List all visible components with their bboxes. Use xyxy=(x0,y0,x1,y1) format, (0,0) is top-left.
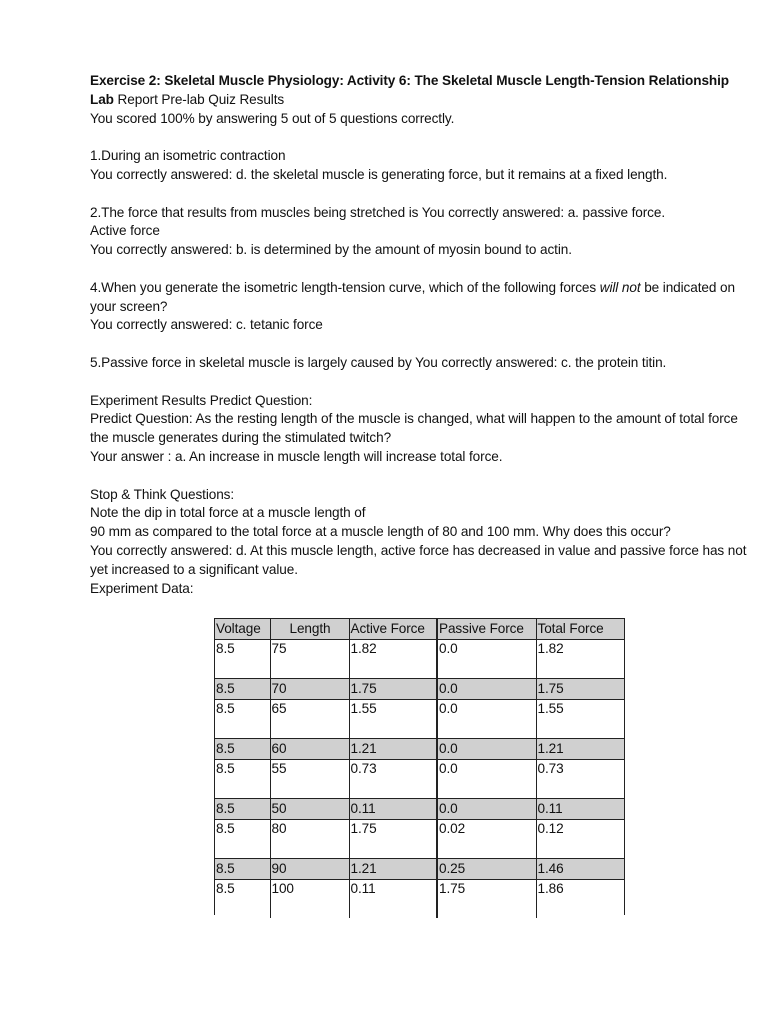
table-row xyxy=(215,880,624,919)
table-cell: 8.5 xyxy=(215,820,270,859)
table-cell: 100 xyxy=(270,880,349,919)
table-cell: 1.21 xyxy=(536,739,624,760)
lab-report-line xyxy=(90,91,755,110)
table-cell: 8.5 xyxy=(215,679,270,700)
score-line: You scored 100% by answering 5 out of 5 questions correctly. xyxy=(90,110,455,126)
table-cell: 0.12 xyxy=(536,820,624,859)
lab-report-text: Report Pre-lab Quiz Results xyxy=(113,91,285,107)
quiz-question-4-emphasis: will not xyxy=(599,279,641,295)
table-row xyxy=(215,739,624,760)
table-cell: 1.75 xyxy=(536,679,624,700)
table-cell: 8.5 xyxy=(215,739,270,760)
table-cell: 0.73 xyxy=(536,760,624,799)
table-cell: 75 xyxy=(270,640,349,679)
table-cell: 1.46 xyxy=(536,859,624,880)
quiz-item-5: 5.Passive force in skeletal muscle is largely caused by You correctly answered: c. the protein titin. xyxy=(90,354,667,370)
table-cell: 0.73 xyxy=(349,760,437,799)
table-cell: 0.0 xyxy=(437,700,536,739)
table-header-row xyxy=(215,619,624,640)
table-cell: 1.21 xyxy=(349,859,437,880)
table-cell: 0.0 xyxy=(437,679,536,700)
column-header-length: Length xyxy=(270,619,349,640)
table-cell: 0.25 xyxy=(437,859,536,880)
data-table xyxy=(215,619,624,918)
table-row xyxy=(215,679,624,700)
table-cell: 80 xyxy=(270,820,349,859)
table-cell: 1.55 xyxy=(349,700,437,739)
experiment-data-table xyxy=(214,618,625,915)
predict-answer: Your answer : a. An increase in muscle length will increase total force. xyxy=(90,448,503,464)
table-cell: 1.55 xyxy=(536,700,624,739)
predict-question: Predict Question: As the resting length of the muscle is changed, what will happen to the amount of total force the muscle generates during the stimulated twitch? xyxy=(90,411,738,446)
document-title: Exercise 2: Skeletal Muscle Physiology: Activity 6: The Skeletal Muscle Length-Tension Relationship xyxy=(90,73,730,88)
lab-label: Lab xyxy=(90,91,114,107)
table-cell: 60 xyxy=(270,739,349,760)
table-row xyxy=(215,799,624,820)
stop-think-line-1: Note the dip in total force at a muscle length of xyxy=(90,505,366,521)
table-cell: 90 xyxy=(270,859,349,880)
table-cell: 1.21 xyxy=(349,739,437,760)
column-header-voltage: Voltage xyxy=(215,619,270,640)
table-cell: 1.75 xyxy=(349,679,437,700)
quiz-question-4 xyxy=(90,279,755,317)
table-cell: 0.02 xyxy=(437,820,536,859)
table-cell: 1.82 xyxy=(349,640,437,679)
table-cell: 70 xyxy=(270,679,349,700)
table-cell: 8.5 xyxy=(215,859,270,880)
table-cell: 1.75 xyxy=(349,820,437,859)
table-cell: 55 xyxy=(270,760,349,799)
table-cell: 0.0 xyxy=(437,760,536,799)
experiment-data-heading: Experiment Data: xyxy=(90,580,194,596)
quiz-item-2: 2.The force that results from muscles being stretched is You correctly answered: a. passive force. xyxy=(90,204,666,220)
table-cell: 1.82 xyxy=(536,640,624,679)
table-cell: 0.11 xyxy=(536,799,624,820)
column-header-active-force: Active Force xyxy=(349,619,437,640)
quiz-question-1: 1.During an isometric contraction xyxy=(90,148,286,164)
table-cell: 8.5 xyxy=(215,640,270,679)
quiz-answer-4: You correctly answered: c. tetanic force xyxy=(90,317,323,333)
stop-think-heading: Stop & Think Questions: xyxy=(90,486,235,502)
table-cell: 0.0 xyxy=(437,799,536,820)
quiz-question-3: Active force xyxy=(90,223,160,239)
stop-think-line-2: 90 mm as compared to the total force at a muscle length of 80 and 100 mm. Why does this occur? xyxy=(90,524,671,540)
column-header-passive-force: Passive Force xyxy=(437,619,536,640)
predict-heading: Experiment Results Predict Question: xyxy=(90,392,313,408)
table-cell: 0.11 xyxy=(349,799,437,820)
table-row xyxy=(215,640,624,679)
quiz-answer-3: You correctly answered: b. is determined by the amount of myosin bound to actin. xyxy=(90,242,572,258)
stop-think-answer: You correctly answered: d. At this muscle length, active force has decreased in value and passive force has not yet increased to a significant value. xyxy=(90,542,747,577)
quiz-answer-1: You correctly answered: d. the skeletal muscle is generating force, but it remains at a fixed length. xyxy=(90,166,668,182)
table-cell: 50 xyxy=(270,799,349,820)
table-row xyxy=(215,859,624,880)
table-cell: 65 xyxy=(270,700,349,739)
table-cell: 0.11 xyxy=(349,880,437,919)
table-cell: 8.5 xyxy=(215,760,270,799)
table-row xyxy=(215,820,624,859)
document-body xyxy=(90,72,755,598)
column-header-total-force: Total Force xyxy=(536,619,624,640)
table-cell: 0.0 xyxy=(437,739,536,760)
table-row xyxy=(215,700,624,739)
table-cell: 8.5 xyxy=(215,700,270,739)
table-cell: 0.0 xyxy=(437,640,536,679)
table-cell: 1.75 xyxy=(437,880,536,919)
table-cell: 8.5 xyxy=(215,799,270,820)
table-cell: 1.86 xyxy=(536,880,624,919)
quiz-question-4-text-end: be indicated on your screen? xyxy=(90,279,735,314)
table-row xyxy=(215,760,624,799)
table-cell: 8.5 xyxy=(215,880,270,919)
quiz-question-4-text: 4.When you generate the isometric length-tension curve, which of the following forces xyxy=(90,279,600,295)
